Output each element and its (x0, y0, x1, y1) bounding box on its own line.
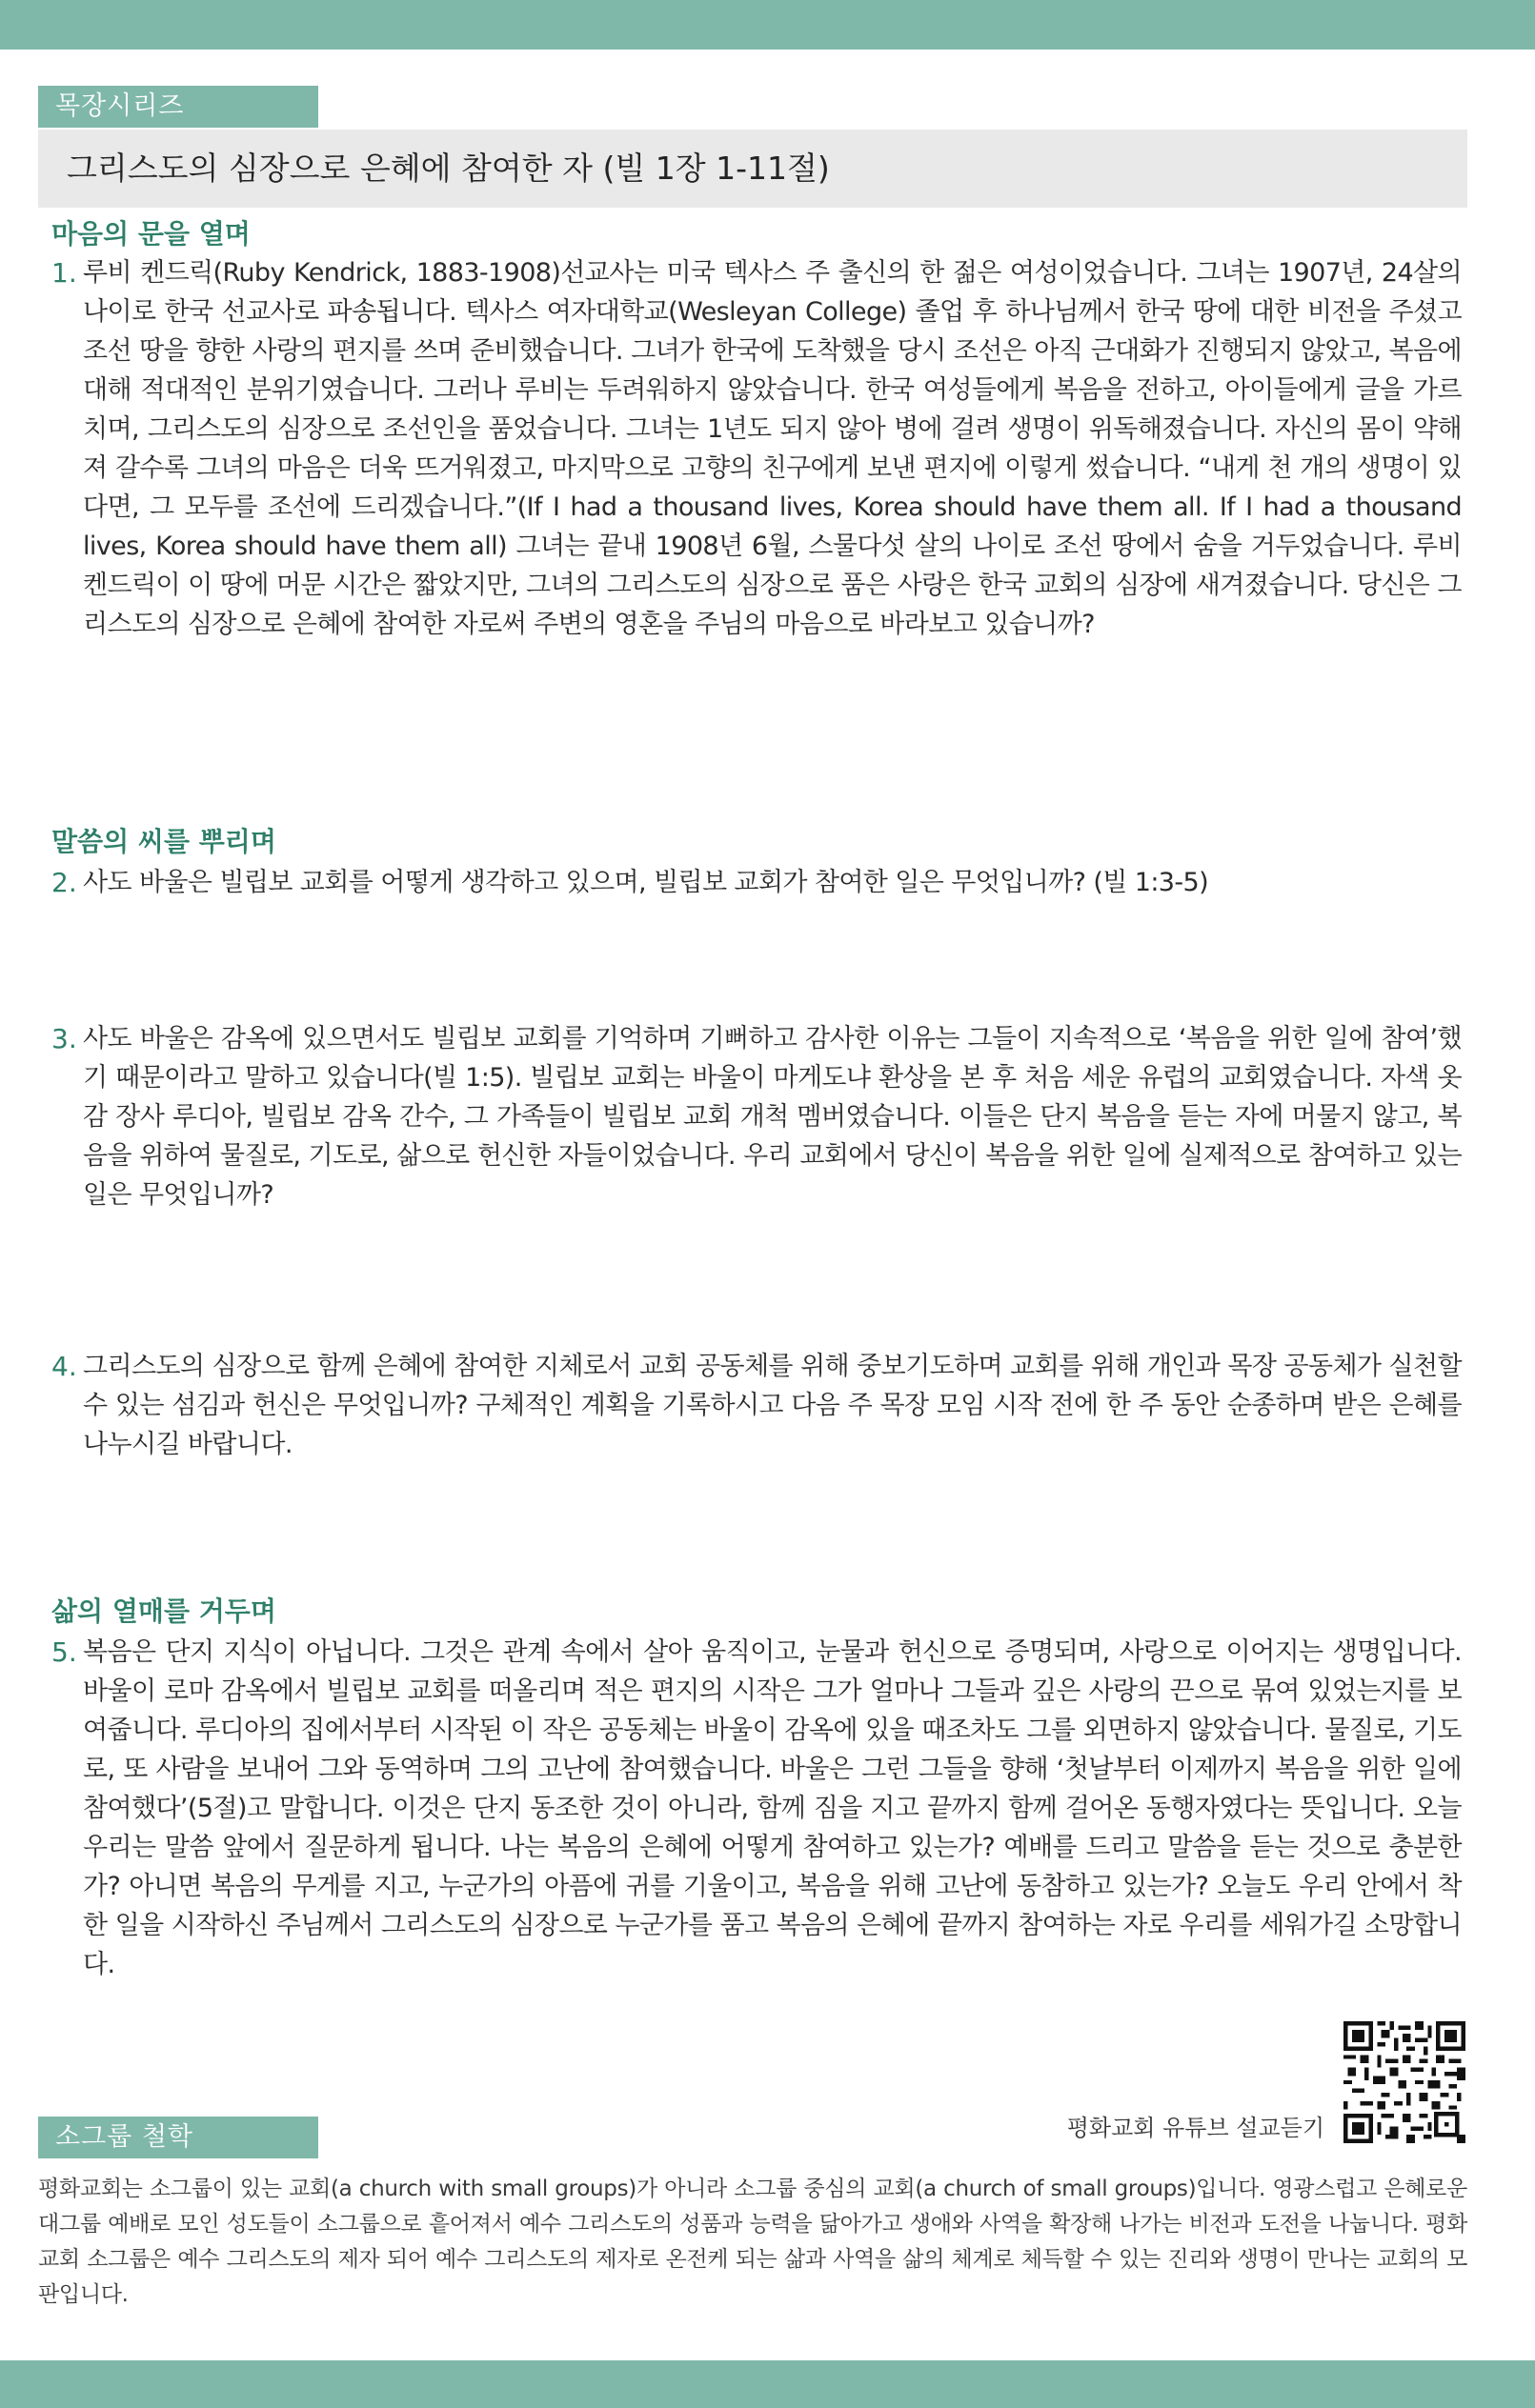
qr-label: 평화교회 유튜브 설교듣기 (1066, 2115, 1324, 2141)
question-number: 1. (51, 257, 77, 289)
question-1 (51, 253, 1462, 644)
question-number: 5. (51, 1636, 77, 1668)
question-text: 그리스도의 심장으로 함께 은혜에 참여한 지체로서 교회 공동체를 위해 중보기도하며 교회를 위해 개인과 목장 공동체가 실천할 수 있는 섬김과 헌신은 무엇입니까? 구체적인 계획을 기록하시고 다음 주 목장 모임 시작 전에 한 주 동안 순종하며 받은 은혜를 나누시길 바랍니다. (83, 1352, 1462, 1459)
section-heading-open-heart: 마음의 문을 열며 (51, 218, 251, 250)
question-number: 3. (51, 1023, 77, 1054)
question-4 (51, 1347, 1462, 1464)
page-title: 그리스도의 심장으로 은혜에 참여한 자 (빌 1장 1-11절) (38, 130, 1467, 208)
question-text: 루비 켄드릭(Ruby Kendrick, 1883-1908)선교사는 미국 텍사스 주 출신의 한 젊은 여성이었습니다. 그녀는 1907년, 24살의 나이로 한국 선교사로 파송됩니다. 텍사스 여자대학교(Wesleyan College) 졸업 후 하나님께서 한국 땅에 대한 비전을 주셨고 조선 땅을 향한 사랑의 편지를 쓰며 준비했습니다. 그녀가 한국에 도착했을 당시 조선은 아직 근대화가 진행되지 않았고, 복음에 대해 적대적인 분위기였습니다. 그러나 루비는 두려워하지 않았습니다. 한국 여성들에게 복음을 전하고, 아이들에게 글을 가르치며, 그리스도의 심장으로 조선인을 품었습니다. 그녀는 1년도 되지 않아 병에 걸려 생명이 위독해졌습니다. 자신의 몸이 약해져 갈수록 그녀의 마음은 더욱 뜨거워졌고, 마지막으로 고향의 친구에게 보낸 편지에 이렇게 썼습니다. “내게 천 개의 생명이 있다면, 그 모두를 조선에 드리겠습니다.”(If I had a thousand lives, Korea should have them all. If I had a thousand lives, Korea should have them all) 그녀는 끝내 1908년 6월, 스물다섯 살의 나이로 조선 땅에서 숨을 거두었습니다. 루비 켄드릭이 이 땅에 머문 시간은 짧았지만, 그녀의 그리스도의 심장으로 품은 사랑은 한국 교회의 심장에 새겨졌습니다. 당신은 그리스도의 심장으로 은혜에 참여한 자로써 주변의 영혼을 주님의 마음으로 바라보고 있습니까? (83, 258, 1462, 639)
question-number: 4. (51, 1351, 77, 1382)
top-color-bar (0, 0, 1535, 50)
question-text: 사도 바울은 감옥에 있으면서도 빌립보 교회를 기억하며 기뻐하고 감사한 이유는 그들이 지속적으로 ‘복음을 위한 일에 참여’했기 때문이라고 말하고 있습니다(빌 1:5). 빌립보 교회는 바울이 마게도냐 환상을 본 후 처음 세운 유럽의 교회였습니다. 자색 옷감 장사 루디아, 빌립보 감옥 간수, 그 가족들이 빌립보 교회 개척 멤버였습니다. 이들은 단지 복음을 듣는 자에 머물지 않고, 복음을 위하여 물질로, 기도로, 삶으로 헌신한 자들이었습니다. 우리 교회에서 당신이 복음을 위한 일에 실제적으로 참여하고 있는 일은 무엇입니까? (83, 1024, 1462, 1210)
question-number: 2. (51, 867, 77, 898)
series-tag: 목장시리즈 (38, 86, 318, 128)
philosophy-tag: 소그룹 철학 (38, 2117, 318, 2158)
section-heading-sow-word: 말씀의 씨를 뿌리며 (51, 826, 276, 857)
question-3 (51, 1019, 1462, 1214)
philosophy-text: 평화교회는 소그룹이 있는 교회(a church with small groups)가 아니라 소그룹 중심의 교회(a church of small groups)입니다. 영광스럽고 은혜로운 대그룹 예배로 모인 성도들이 소그룹으로 흩어져서 예수 그리스도의 성품과 능력을 닮아가고 생애와 사역을 확장해 나가는 비전과 도전을 나눕니다. 평화교회 소그룹은 예수 그리스도의 제자 되어 예수 그리스도의 제자로 온전케 되는 삶과 사역을 삶의 체계로 체득할 수 있는 진리와 생명이 만나는 교회의 모판입니다. (38, 2177, 1467, 2307)
bottom-color-bar (0, 2360, 1535, 2408)
question-text: 복음은 단지 지식이 아닙니다. 그것은 관계 속에서 살아 움직이고, 눈물과 헌신으로 증명되며, 사랑으로 이어지는 생명입니다. 바울이 로마 감옥에서 빌립보 교회를 떠올리며 적은 편지의 시작은 그가 얼마나 그들과 깊은 사랑의 끈으로 묶여 있었는지를 보여줍니다. 루디아의 집에서부터 시작된 이 작은 공동체는 바울이 감옥에 있을 때조차도 그를 외면하지 않았습니다. 물질로, 기도로, 또 사람을 보내어 그와 동역하며 그의 고난에 참여했습니다. 바울은 그런 그들을 향해 ‘첫날부터 이제까지 복음을 위한 일에 참여했다’(5절)고 말합니다. 이것은 단지 동조한 것이 아니라, 함께 짐을 지고 끝까지 함께 걸어온 동행자였다는 뜻입니다. 오늘 우리는 말씀 앞에서 질문하게 됩니다. 나는 복음의 은혜에 어떻게 참여하고 있는가? 예배를 드리고 말씀을 듣는 것으로 충분한가? 아니면 복음의 무게를 지고, 누군가의 아픔에 귀를 기울이고, 복음을 위해 고난에 동참하고 있는가? 오늘도 우리 안에서 착한 일을 시작하신 주님께서 그리스도의 심장으로 누군가를 품고 복음의 은혜에 끝까지 참여하는 자로 우리를 세워가길 소망합니다. (83, 1637, 1462, 1979)
question-text: 사도 바울은 빌립보 교회를 어떻게 생각하고 있으며, 빌립보 교회가 참여한 일은 무엇입니까? (빌 1:3-5) (83, 868, 1209, 897)
question-2 (51, 863, 1462, 902)
question-5 (51, 1633, 1462, 1984)
section-heading-reap-fruit: 삶의 열매를 거두며 (51, 1595, 276, 1627)
qr-code-icon[interactable] (1343, 2021, 1465, 2143)
